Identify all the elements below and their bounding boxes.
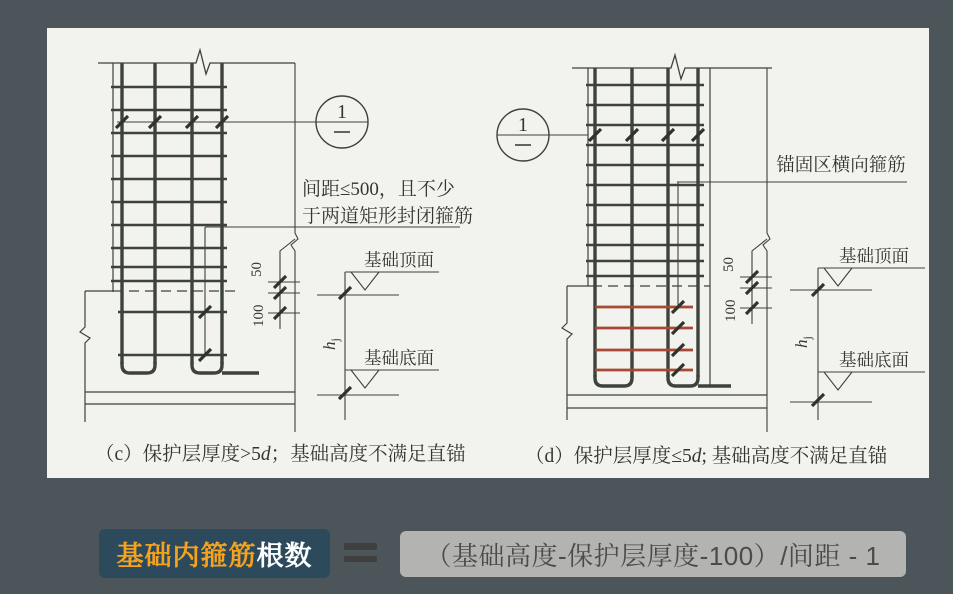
foundation-top-label: 基础顶面 [839,246,909,266]
note-line1: 间距≤500，且不少 [302,179,455,200]
note-line2: 于两道矩形封闭箍筋 [302,206,474,227]
anchorage-zone-stirrups [595,301,693,376]
top-boundary-line [572,55,772,79]
dim-50-label: 50 [721,257,737,272]
foundation-top-label: 基础顶面 [364,250,434,270]
column-stirrups [586,85,704,276]
section-mark-number: 1 [337,101,347,123]
formula-term-highlight: 基础内箍筋 [116,541,257,571]
formula-term-chip [99,529,330,578]
formula-expression: （基础高度-保护层厚度-100）/间距 - 1 [425,540,881,571]
foundation-bottom-label: 基础底面 [839,350,909,370]
hj-dimension-label: $h_j$ [792,336,814,348]
dim-100-label: 100 [723,299,739,322]
foundation-stirrups [118,306,227,361]
caption-c: （c）保护层厚度>5d；基础高度不满足直锚 [95,444,466,465]
caption-d: （d）保护层厚度≤5d; 基础高度不满足直锚 [525,446,888,467]
formula-term-rest: 根数 [256,541,313,571]
top-boundary-line [98,50,295,74]
reference-line [763,68,770,432]
rebar-detail-drawing [47,28,929,478]
equals-sign [344,543,377,562]
section-cut-ticks [589,129,704,141]
diagram-c [80,50,460,432]
foundation-left-edge [562,286,572,420]
dim-100-label: 100 [251,304,267,327]
section-mark-number: 1 [518,114,528,136]
column-stirrups [111,87,227,281]
diagram-d [497,55,925,432]
dimension-line [280,239,295,329]
drawing-panel [47,28,929,478]
foundation-left-edge [80,291,90,422]
dimension-line [752,239,767,324]
dim-50-label: 50 [249,262,265,277]
note-anchorage: 锚固区横向箍筋 [776,156,906,176]
hj-dimension-label: $h_j$ [320,338,342,350]
formula-expression-chip [400,531,906,577]
foundation-bottom-label: 基础底面 [364,348,434,368]
reference-line [291,63,298,432]
